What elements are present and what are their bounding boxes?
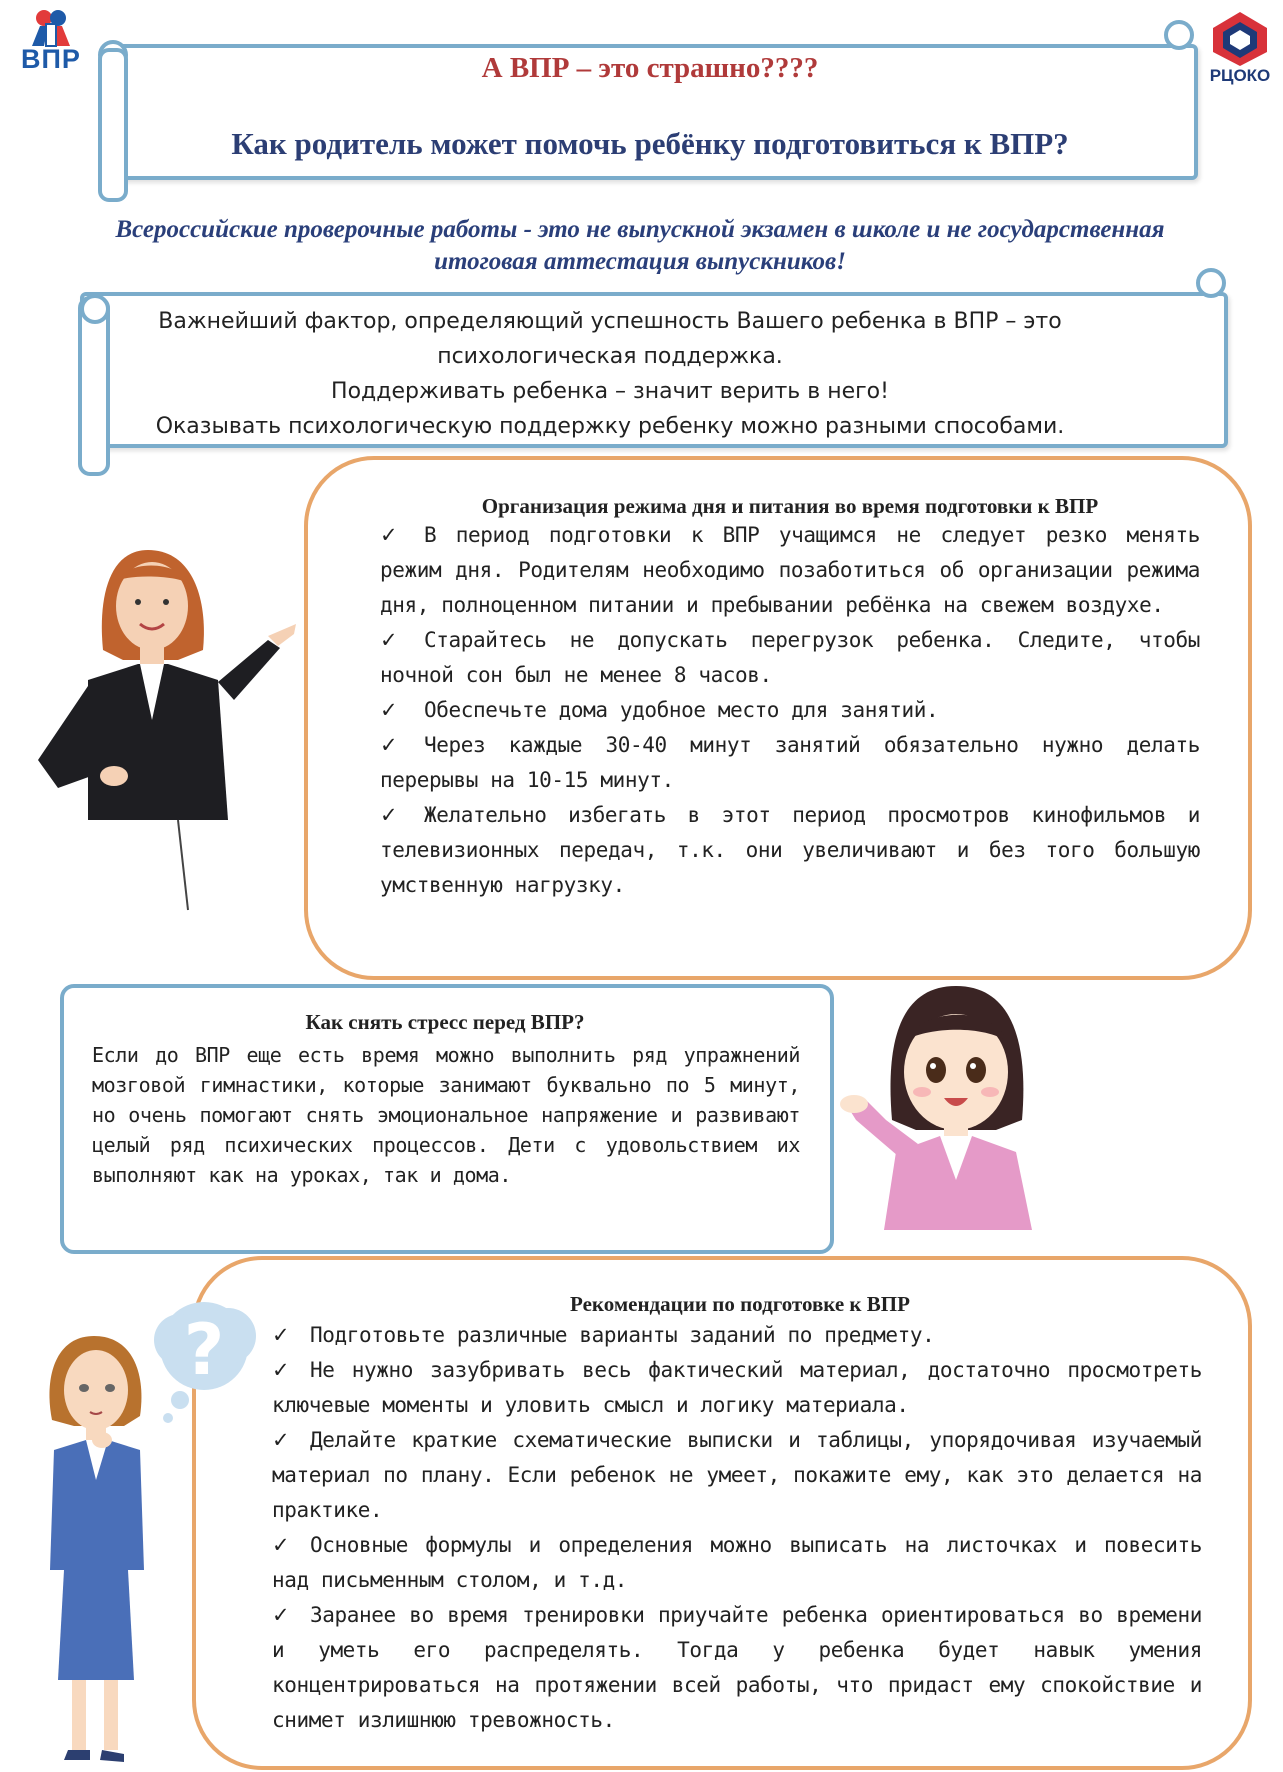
- list-item: ✓ Подготовьте различные варианты заданий по предмету.: [272, 1318, 1202, 1353]
- teacher-pointing-illustration: [28, 540, 308, 920]
- svg-text:?: ?: [183, 1309, 225, 1391]
- check-icon: ✓: [272, 1603, 290, 1627]
- rcoko-emblem-icon: [1205, 10, 1275, 66]
- daily-routine-title: Организация режима дня и питания во время подготовки к ВПР: [481, 494, 1099, 518]
- check-icon: ✓: [380, 628, 398, 652]
- list-item: ✓ В период подготовки к ВПР учащимся не следует резко менять режим дня. Родителям необходимо позаботиться об организации режима дня, полноценном питании и пребывании ребёнка на свежем воздухе.: [380, 518, 1200, 623]
- list-item: ✓ Основные формулы и определения можно выписать на листочках и повесить над письменным столом, и т.д.: [272, 1528, 1202, 1598]
- rcoko-logo-text: РЦОКО: [1209, 66, 1271, 85]
- list-item: ✓ Обеспечьте дома удобное место для занятий.: [380, 693, 1200, 728]
- stress-text: Если до ВПР еще есть время можно выполнить ряд упражнений мозговой гимнастики, которые занимают буквально по 5 минут, но очень помогают снять эмоциональное напряжение и развивают целый ряд психических процессов. Дети с удовольствием их выполняют как на уроках, так и дома.: [92, 1043, 800, 1187]
- rcoko-logo: [1205, 10, 1275, 88]
- list-item: ✓ Старайтесь не допускать перегрузок ребенка. Следите, чтобы ночной сон был не менее 8 часов.: [380, 623, 1200, 693]
- scroll-curl: [80, 294, 110, 324]
- list-item: ✓ Делайте краткие схематические выписки и таблицы, упорядочивая изучаемый материал по плану. Если ребенок не умеет, покажите ему, как это делается на практике.: [272, 1423, 1202, 1528]
- woman-thinking-illustration: [24, 1330, 174, 1770]
- check-icon: ✓: [272, 1533, 290, 1557]
- vpr-logo: [14, 8, 88, 78]
- check-icon: ✓: [380, 698, 398, 722]
- page-subtitle: Как родитель может помочь ребёнку подготовиться к ВПР?: [231, 126, 1069, 161]
- list-item: ✓ Через каждые 30-40 минут занятий обязательно нужно делать перерывы на 10-15 минут.: [380, 728, 1200, 798]
- check-icon: ✓: [380, 523, 398, 547]
- girl-greeting-illustration: [836, 980, 1076, 1230]
- scroll-curl: [1196, 268, 1226, 298]
- vpr-emblem-icon: [14, 8, 88, 48]
- stress-title: Как снять стресс перед ВПР?: [305, 1010, 585, 1034]
- intro-text: [110, 304, 1110, 444]
- intro-line: Важнейший фактор, определяющий успешность Вашего ребенка в ВПР – это психологическая поддержка.: [158, 309, 1062, 369]
- check-icon: ✓: [272, 1428, 290, 1452]
- list-item: ✓ Не нужно зазубривать весь фактический материал, достаточно просмотреть ключевые моменты и уловить смысл и логику материала.: [272, 1353, 1202, 1423]
- scroll-curl: [1164, 20, 1194, 50]
- recommendations-list: [272, 1318, 1202, 1738]
- list-item: ✓ Заранее во время тренировки приучайте ребенка ориентироваться во времени и уметь его распределять. Тогда у ребенка будет навык умения концентрироваться на протяжении всей работы, что придаст ему спокойствие и снимет излишнюю тревожность.: [272, 1598, 1202, 1738]
- check-icon: ✓: [272, 1358, 290, 1382]
- check-icon: ✓: [380, 803, 398, 827]
- check-icon: ✓: [272, 1323, 290, 1347]
- page-title: А ВПР – это страшно????: [481, 52, 819, 84]
- check-icon: ✓: [380, 733, 398, 757]
- daily-routine-list: [380, 518, 1200, 903]
- intro-line: Поддерживать ребенка – значит верить в него!: [331, 379, 889, 404]
- recommendations-title: Рекомендации по подготовке к ВПР: [570, 1292, 910, 1316]
- lead-text: Всероссийские проверочные работы - это не выпускной экзамен в школе и не государственная итоговая аттестация выпускников!: [115, 216, 1165, 275]
- intro-line: Оказывать психологическую поддержку ребенку можно разными способами.: [155, 414, 1065, 439]
- vpr-logo-text: ВПР: [21, 44, 81, 74]
- list-item: ✓ Желательно избегать в этот период просмотров кинофильмов и телевизионных передач, т.к. они увеличивают и без того большую умственную нагрузку.: [380, 798, 1200, 903]
